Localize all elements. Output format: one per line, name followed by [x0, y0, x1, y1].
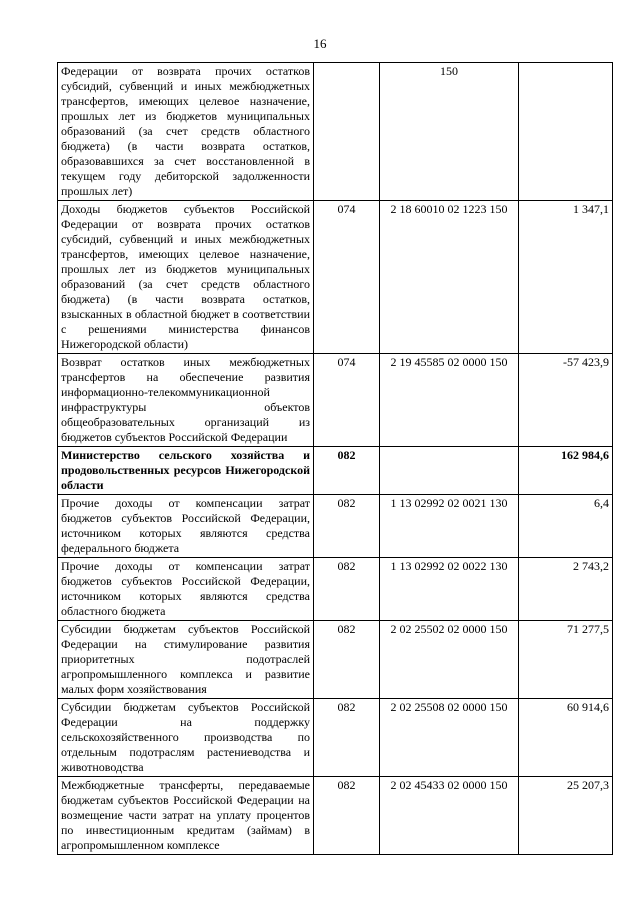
- table-row: [58, 621, 613, 699]
- row-revenue-code-cell: 2 18 60010 02 1223 150: [380, 201, 519, 354]
- revenue-table: [57, 62, 613, 855]
- row-name-cell: Федерации от возврата прочих остатков субсидий, субвенций и иных межбюджетных трансфертов, имеющих целевое назначение, прошлых лет из бюджетов муниципальных образований (за счет средств областного бюджета) (в части возврата остатков, образовавшихся за счет восстановленной в текущем году дебиторской задолженности прошлых лет): [58, 63, 314, 201]
- row-revenue-code-cell: [380, 447, 519, 495]
- row-revenue-code-cell: 2 19 45585 02 0000 150: [380, 354, 519, 447]
- row-sum-cell: 6,4: [519, 495, 613, 558]
- row-sum-cell: -57 423,9: [519, 354, 613, 447]
- row-name-cell: Субсидии бюджетам субъектов Российской Федерации на поддержку сельскохозяйственного производства по отдельным подотраслям растениеводства и животноводства: [58, 699, 314, 777]
- row-name-cell: Субсидии бюджетам субъектов Российской Федерации на стимулирование развития приоритетных подотраслей агропромышленного комплекса и развитие малых форм хозяйствования: [58, 621, 314, 699]
- row-admin-code-cell: 082: [314, 447, 380, 495]
- row-admin-code-cell: 082: [314, 558, 380, 621]
- ministry-row: [58, 447, 613, 495]
- row-name-cell: Министерство сельского хозяйства и продовольственных ресурсов Нижегородской области: [58, 447, 314, 495]
- row-name-cell: Прочие доходы от компенсации затрат бюджетов субъектов Российской Федерации, источником которых являются средства областного бюджета: [58, 558, 314, 621]
- row-sum-cell: 162 984,6: [519, 447, 613, 495]
- row-name-cell: Межбюджетные трансферты, передаваемые бюджетам субъектов Российской Федерации на возмещение части затрат на уплату процентов по инвестиционным кредитам (займам) в агропромышленном комплексе: [58, 777, 314, 855]
- row-admin-code-cell: 074: [314, 354, 380, 447]
- row-revenue-code-cell: 2 02 25502 02 0000 150: [380, 621, 519, 699]
- table-row: [58, 777, 613, 855]
- row-sum-cell: 1 347,1: [519, 201, 613, 354]
- row-revenue-code-cell: 2 02 25508 02 0000 150: [380, 699, 519, 777]
- row-sum-cell: 60 914,6: [519, 699, 613, 777]
- row-sum-cell: 25 207,3: [519, 777, 613, 855]
- row-revenue-code-cell: 150: [380, 63, 519, 201]
- row-name-cell: Прочие доходы от компенсации затрат бюджетов субъектов Российской Федерации, источником которых являются средства федерального бюджета: [58, 495, 314, 558]
- row-revenue-code-cell: 1 13 02992 02 0021 130: [380, 495, 519, 558]
- row-sum-cell: [519, 63, 613, 201]
- row-admin-code-cell: 082: [314, 495, 380, 558]
- row-admin-code-cell: [314, 63, 380, 201]
- table-row: [58, 201, 613, 354]
- table-row: [58, 354, 613, 447]
- row-admin-code-cell: 082: [314, 777, 380, 855]
- row-name-cell: Возврат остатков иных межбюджетных трансфертов на обеспечение развития информационно-телекоммуникационной инфраструктуры объектов общеобразовательных организаций из бюджетов субъектов Российской Федерации: [58, 354, 314, 447]
- table-row: [58, 699, 613, 777]
- row-admin-code-cell: 082: [314, 699, 380, 777]
- page-number: 16: [313, 36, 327, 51]
- row-sum-cell: 2 743,2: [519, 558, 613, 621]
- row-admin-code-cell: 082: [314, 621, 380, 699]
- row-revenue-code-cell: 2 02 45433 02 0000 150: [380, 777, 519, 855]
- row-sum-cell: 71 277,5: [519, 621, 613, 699]
- row-admin-code-cell: 074: [314, 201, 380, 354]
- table-row: [58, 63, 613, 201]
- table-row: [58, 495, 613, 558]
- table-row: [58, 558, 613, 621]
- row-revenue-code-cell: 1 13 02992 02 0022 130: [380, 558, 519, 621]
- row-name-cell: Доходы бюджетов субъектов Российской Федерации от возврата прочих остатков субсидий, субвенций и иных межбюджетных трансфертов, имеющих целевое назначение, прошлых лет из бюджетов муниципальных образований (за счет средств областного бюджета) (в части возврата остатков, взысканных в областной бюджет в соответствии с решениями министерства финансов Нижегородской области): [58, 201, 314, 354]
- revenue-table-body: [58, 63, 613, 855]
